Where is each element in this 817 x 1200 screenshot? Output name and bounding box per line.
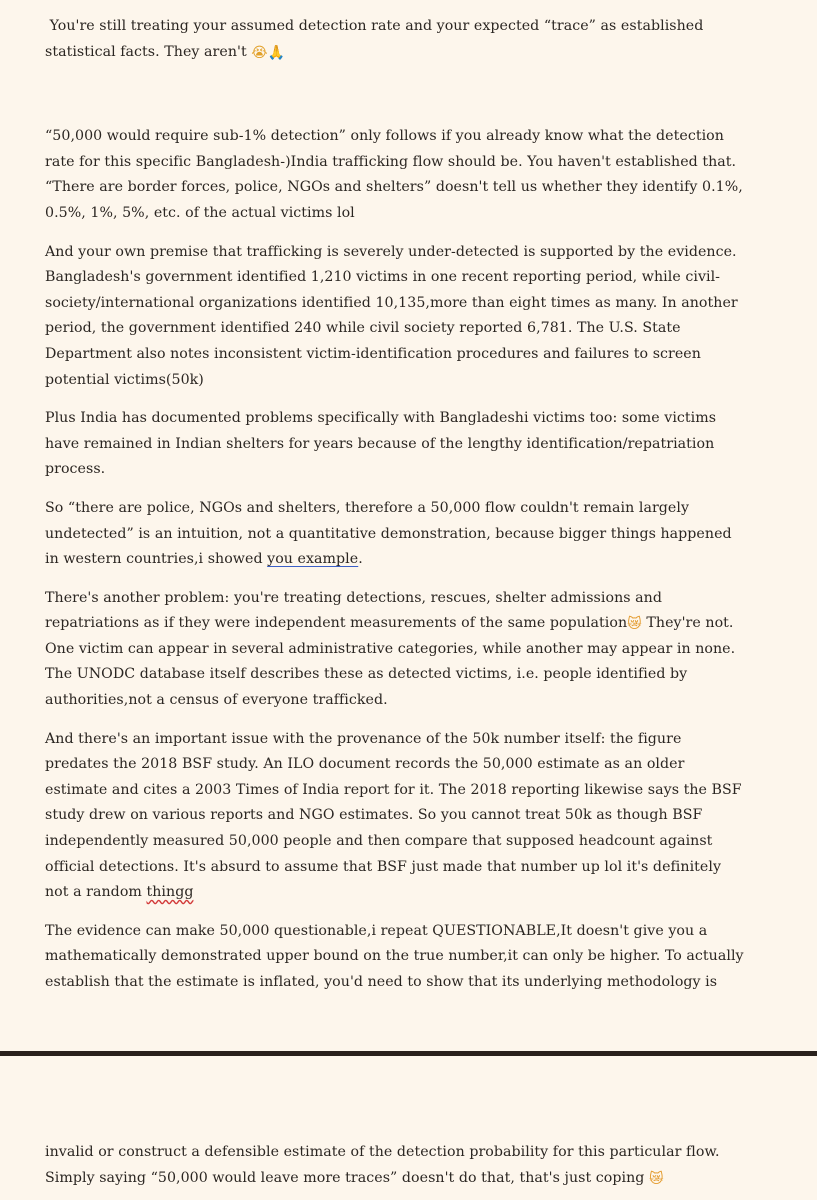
paragraph-9: [45, 1140, 745, 1191]
paragraph-8: The evidence can make 50,000 questionable,i repeat QUESTIONABLE,It doesn't give you a mathematically demonstrated upper bound on the true number,it can only be higher. To actually establish that the estimate is inflated, you'd need to show that its underlying methodology is: [45, 922, 744, 990]
paragraph-1: [45, 14, 745, 65]
paragraph-7-text: And there's an important issue with the provenance of the 50k number itself: the figure predates the 2018 BSF study. An ILO document records the 50,000 estimate as an older estimate and cites a 2003 Times of India report for it. The 2018 reporting likewise says the BSF study drew on various reports and NGO estimates. So you cannot treat 50k as though BSF independently measured 50,000 people and then compare that supposed headcount against official detections. It's absurd to assume that BSF just made that number up lol it's definitely not a random: [45, 730, 742, 901]
paragraph-7: [45, 727, 745, 906]
paragraph-3: And your own premise that trafficking is severely under-detected is supported by the evidence. Bangladesh's government identified 1,210 victims in one recent reporting period, while civil-society/international organizations identified 10,135,more than eight times as many. In another period, the government identified 240 while civil society reported 6,781. The U.S. State Department also notes inconsistent victim-identification procedures and failures to screen potential victims(50k): [45, 243, 738, 388]
paragraph-5-text-after: .: [358, 551, 363, 568]
sob-emoji-icon: 😭: [251, 44, 268, 61]
message-body-top: [45, 14, 745, 996]
paragraph-5: [45, 496, 745, 573]
pray-emoji-icon: 🙏: [267, 44, 286, 61]
crying-cat-emoji-icon: 😿: [648, 1170, 664, 1187]
paragraph-6: [45, 586, 745, 714]
paragraph-5-text-before: So “there are police, NGOs and shelters, therefore a 50,000 flow couldn't remain largely undetected” is an intuition, not a quantitative demonstration, because bigger things happened in western countries,i showed: [45, 499, 732, 568]
paragraph-2: “50,000 would require sub-1% detection” only follows if you already know what the detection rate for this specific Bangladesh-)India trafficking flow should be. You haven't established that. “There are border forces, police, NGOs and shelters” doesn't tell us whether they identify 0.1%, 0.5%, 1%, 5%, etc. of the actual victims lol: [45, 128, 743, 221]
page-divider: [0, 1051, 817, 1056]
paragraph-6-text-after: They're not. One victim can appear in several administrative categories, while another may appear in none. The UNODC database itself describes these as detected victims, i.e. people identified by authorities,not a census of everyone trafficked.: [45, 615, 736, 709]
paragraph-4: Plus India has documented problems specifically with Bangladeshi victims too: some victims have remained in Indian shelters for years because of the lengthy identification/repatriation process.: [45, 410, 717, 478]
you-example-link[interactable]: you example: [267, 551, 359, 568]
crying-cat-emoji-icon: 😿: [627, 616, 642, 633]
misspelled-word[interactable]: thingg: [146, 884, 194, 901]
paragraph-6-text-before: There's another problem: you're treating detections, rescues, shelter admissions and repatriations as if they were independent measurements of the same population: [45, 589, 662, 632]
paragraph-9-text: invalid or construct a defensible estimate of the detection probability for this particular flow. Simply saying “50,000 would leave more traces” doesn't do that, that's just coping: [45, 1144, 720, 1186]
message-body-bottom: [45, 1140, 745, 1191]
paragraph-1-text: You're still treating your assumed detection rate and your expected “trace” as established statistical facts. They aren't: [45, 18, 704, 60]
